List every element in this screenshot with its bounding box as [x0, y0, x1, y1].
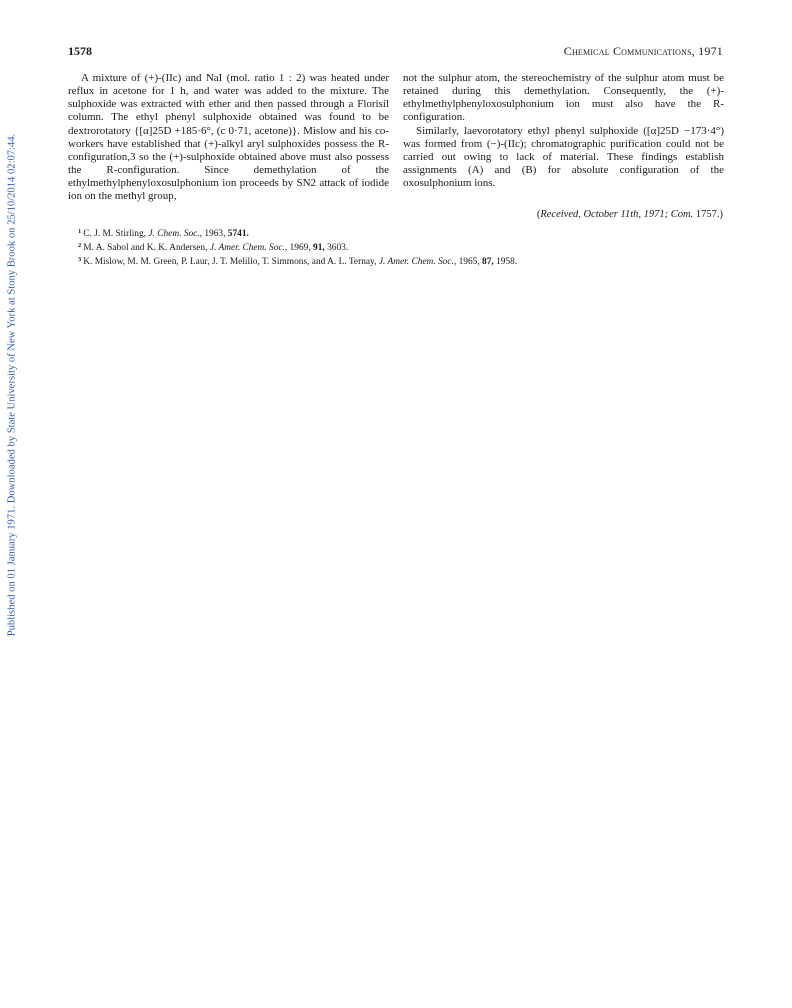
- reference-page: 3603.: [327, 243, 349, 254]
- reference-volume: 91,: [313, 243, 325, 254]
- paragraph-right-2: Similarly, laevorotatory ethyl phenyl sulphoxide ([α]25D −173·4°) was formed from (−)-(IIc); chromatographic purification could not be carried out owing to lack of material. These findings establish assignments (A) and (B) for absolute configuration of the oxosulphonium ions.: [403, 124, 724, 190]
- reference-page: 5741.: [227, 229, 249, 239]
- reference-authors: M. A. Sabol and K. K. Andersen,: [83, 243, 208, 254]
- reference-year: 1965,: [458, 257, 480, 268]
- reference-page: 1958.: [496, 257, 518, 268]
- download-watermark: [4, 130, 20, 640]
- reference-item: [78, 226, 718, 240]
- received-prefix: (: [536, 209, 541, 220]
- reference-item: [78, 240, 718, 254]
- received-text: Received, October 11th, 1971;: [540, 209, 669, 220]
- reference-journal: J. Amer. Chem. Soc.,: [378, 257, 457, 268]
- reference-journal: J. Amer. Chem. Soc.,: [209, 243, 288, 254]
- left-column: [68, 72, 389, 204]
- com-label: Com.: [670, 209, 694, 220]
- page-header: [68, 44, 723, 60]
- reference-year: 1963,: [204, 229, 226, 239]
- page-number: 1578: [68, 44, 92, 58]
- received-line: [537, 209, 723, 220]
- reference-journal: J. Chem. Soc.,: [148, 229, 203, 239]
- paragraph-right-1: not the sulphur atom, the stereochemistry of the sulphur atom must be retained during this demethylation. Consequently, the (+)-ethylmethylphenyloxosulphonium ion must also have the R-configuration.: [403, 72, 724, 124]
- reference-volume: 87,: [482, 257, 494, 268]
- paragraph-left-1: A mixture of (+)-(IIc) and NaI (mol. ratio 1 : 2) was heated under reflux in acetone for 1 h, and water was added to the mixture. The sulphoxide was extracted with ether and then passed through a Florisil column. The ethyl phenyl sulphoxide obtained was found to be dextrorotatory {[α]25D +185·6°, (c 0·71, acetone)}. Mislow and his co-workers have established that (+)-alkyl aryl sulphoxides possess the R-configuration,3 so the (+)-sulphoxide obtained above must also possess the R-configuration. Since demethylation of the ethylmethylphenyloxosulphonium ion proceeds by SN2 attack of iodide ion on the methyl group,: [68, 72, 389, 203]
- references: [78, 226, 718, 269]
- reference-authors: C. J. M. Stirling,: [83, 229, 147, 239]
- right-column: [403, 72, 724, 190]
- reference-number: 2: [78, 242, 82, 250]
- reference-authors: K. Mislow, M. M. Green, P. Laur, J. T. Melillo, T. Simmons, and A. L. Ternay,: [83, 257, 377, 268]
- journal-name: Chemical Communications, 1971: [563, 44, 723, 58]
- reference-year: 1969,: [289, 243, 311, 254]
- reference-number: 3: [78, 256, 82, 264]
- com-number: 1757.): [695, 209, 723, 220]
- reference-item: [78, 254, 718, 268]
- watermark-text: Published on 01 January 1971. Downloaded by State University of New York at Stony Brook on 25/10/2014 02:07:44.: [6, 133, 18, 637]
- reference-number: 1: [78, 228, 82, 235]
